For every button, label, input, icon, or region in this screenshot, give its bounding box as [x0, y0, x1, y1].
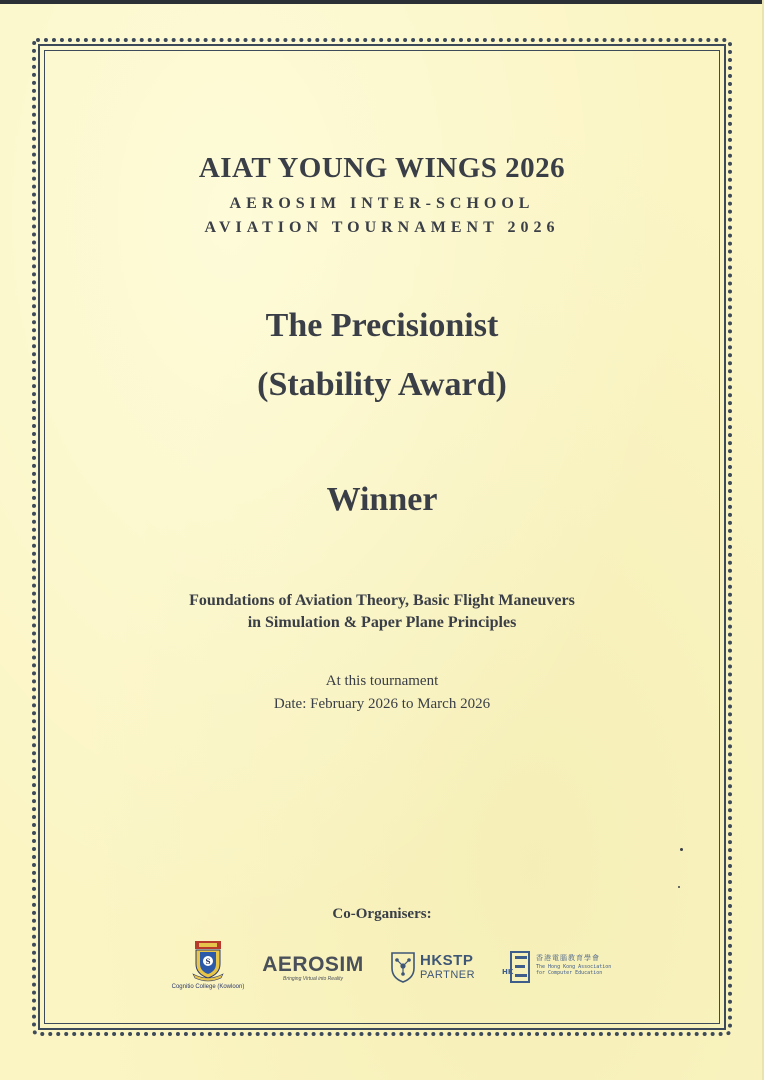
hkace-chinese-name: 香港電腦教育學會 [536, 954, 600, 962]
scan-top-edge [0, 0, 764, 4]
co-organisers-label: Co-Organisers: [332, 906, 432, 922]
hkstp-title: HKSTP [420, 952, 474, 969]
hkace-logo [502, 950, 612, 990]
event-title: AIAT YOUNG WINGS 2026 [198, 152, 566, 184]
scan-speck [678, 886, 680, 888]
placement-title: Winner [326, 481, 438, 518]
co-organiser-logos [44, 940, 720, 1000]
hkstp-network-icon [390, 950, 416, 984]
event-subtitle-line2: AVIATION TOURNAMENT 2026 [204, 219, 560, 236]
svg-text:HK: HK [502, 968, 514, 976]
scan-speck [680, 848, 683, 851]
award-description: (Stability Award) [257, 366, 507, 403]
venue-text: At this tournament [325, 673, 439, 689]
aerosim-tagline: Bringing Virtual into Reality [283, 976, 343, 982]
hkstp-subtitle: PARTNER [420, 969, 476, 981]
school-crest-icon [191, 940, 225, 982]
date-text: Date: February 2026 to March 2026 [273, 696, 491, 712]
hkace-e-icon [502, 950, 532, 984]
hkstp-partner-logo [390, 950, 482, 990]
aerosim-wordmark: AEROSIM [262, 953, 364, 976]
aerosim-logo [256, 954, 370, 994]
hkace-english-line2: for Computer Education [536, 970, 603, 976]
category-line2: in Simulation & Paper Plane Principles [247, 614, 517, 631]
cognitio-caption: Cognitio College (Kowloon) [171, 984, 245, 990]
award-name: The Precisionist [265, 307, 499, 344]
svg-text:S: S [205, 957, 211, 966]
category-line1: Foundations of Aviation Theory, Basic Flight Maneuvers [189, 592, 575, 609]
hkace-english-line1: The Hong Kong Association [536, 964, 612, 970]
cognitio-college-logo [168, 940, 248, 1000]
event-subtitle-line1: AEROSIM INTER-SCHOOL [229, 195, 535, 212]
